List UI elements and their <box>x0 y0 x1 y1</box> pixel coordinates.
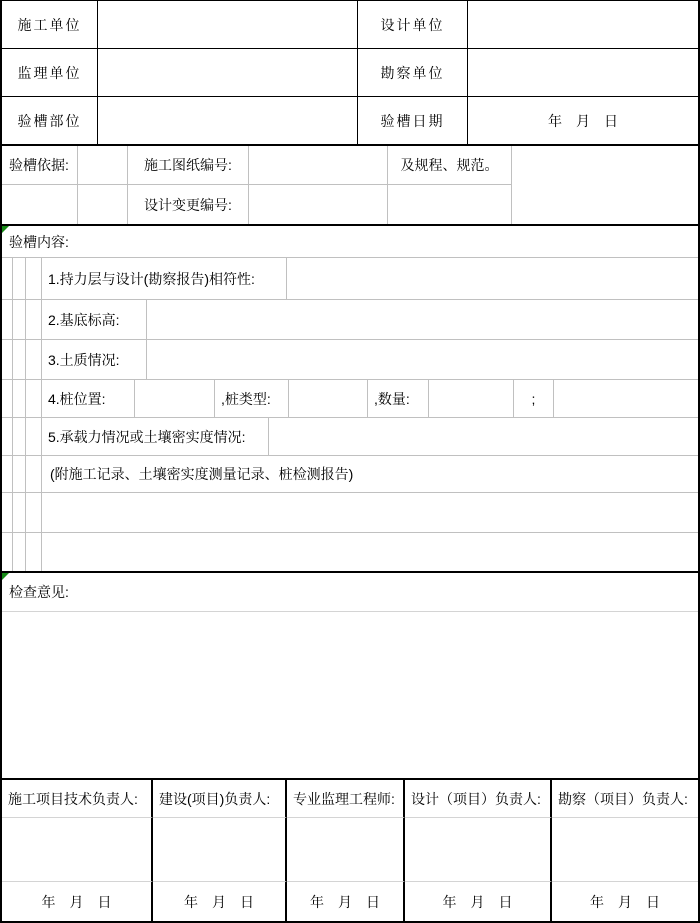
content-title: 验槽内容: <box>2 226 698 258</box>
basis-label: 验槽依据: <box>2 146 78 185</box>
grid-spacer <box>13 340 26 379</box>
survey-lead-signature[interactable] <box>552 818 698 881</box>
grid-spacer <box>13 300 26 339</box>
grid-spacer <box>26 380 42 417</box>
drawing-no-label: 施工图纸编号: <box>128 146 249 185</box>
grid-spacer <box>2 340 13 379</box>
basis-blank-2[interactable] <box>2 185 78 224</box>
change-no-label: 设计变更编号: <box>128 185 249 224</box>
survey-lead-label: 勘察（项目）负责人: <box>552 780 698 818</box>
survey-unit-value[interactable] <box>468 49 698 97</box>
trench-date-label: 验槽日期 <box>358 97 468 144</box>
grid-spacer <box>2 300 13 339</box>
grid-spacer <box>2 380 13 417</box>
owner-lead-label: 建设(项目)负责人: <box>153 780 287 818</box>
basis-strip <box>2 146 698 226</box>
bearing-layer-value[interactable] <box>287 258 698 299</box>
constructor-tech-lead-signature[interactable] <box>2 818 153 881</box>
bearing-layer-label: 1.持力层与设计(勘察报告)相符性: <box>42 258 287 299</box>
supervising-engineer-signature[interactable] <box>287 818 405 881</box>
grid-spacer <box>13 380 26 417</box>
drawing-no-value[interactable] <box>249 146 388 185</box>
content-row-blank-2 <box>2 533 698 571</box>
pile-count-value[interactable] <box>429 380 514 417</box>
content-row-4 <box>2 380 698 418</box>
grid-spacer <box>2 493 13 532</box>
pile-position-value[interactable] <box>135 380 215 417</box>
opinion-blank-area[interactable] <box>2 612 698 778</box>
supervising-engineer-label: 专业监理工程师: <box>287 780 405 818</box>
grid-spacer <box>26 493 42 532</box>
row4-trailing-blank[interactable] <box>554 380 698 417</box>
grid-spacer <box>13 493 26 532</box>
owner-lead-signature[interactable] <box>153 818 287 881</box>
pile-count-label: ,数量: <box>368 380 429 417</box>
content-row-3 <box>2 340 698 380</box>
soil-condition-label: 3.土质情况: <box>42 340 147 379</box>
trench-location-label: 验槽部位 <box>2 97 98 144</box>
design-lead-signature[interactable] <box>405 818 552 881</box>
content-row-2 <box>2 300 698 340</box>
content-row-note <box>2 456 698 493</box>
semicolon-label: ; <box>514 380 554 417</box>
unit-header-table <box>2 0 698 146</box>
grid-spacer <box>26 258 42 299</box>
constructor-tech-lead-date[interactable]: 年 月 日 <box>2 881 153 921</box>
cell-error-indicator-icon <box>2 226 9 233</box>
bearing-capacity-label: 5.承载力情况或土壤密实度情况: <box>42 418 269 455</box>
bearing-capacity-value[interactable] <box>269 418 698 455</box>
design-lead-label: 设计（项目）负责人: <box>405 780 552 818</box>
grid-spacer <box>2 456 13 492</box>
attachment-note-label: (附施工记录、土壤密实度测量记录、桩检测报告) <box>50 466 354 482</box>
supervision-unit-label: 监理单位 <box>2 49 98 97</box>
construction-unit-label: 施工单位 <box>2 1 98 49</box>
grid-spacer <box>13 258 26 299</box>
design-unit-label: 设计单位 <box>358 1 468 49</box>
content-section <box>2 226 698 573</box>
opinion-section <box>2 573 698 780</box>
trench-date-value[interactable]: 年 月 日 <box>548 112 618 129</box>
basis-merged-blank[interactable] <box>512 146 698 224</box>
codes-suffix-label: 及规程、规范。 <box>388 146 512 185</box>
survey-lead-date[interactable]: 年 月 日 <box>552 881 698 921</box>
grid-spacer <box>13 456 26 492</box>
content-blank-cell[interactable] <box>42 533 698 571</box>
trench-location-value[interactable] <box>98 97 358 144</box>
grid-spacer <box>13 418 26 455</box>
opinion-title: 检查意见: <box>2 573 698 612</box>
pile-type-label: ,桩类型: <box>215 380 289 417</box>
supervising-engineer-date[interactable]: 年 月 日 <box>287 881 405 921</box>
basis-blank-1[interactable] <box>78 146 128 185</box>
signature-section <box>2 780 698 923</box>
owner-lead-date[interactable]: 年 月 日 <box>153 881 287 921</box>
base-elevation-value[interactable] <box>147 300 698 339</box>
grid-spacer <box>26 533 42 571</box>
grid-spacer <box>2 258 13 299</box>
grid-spacer <box>13 533 26 571</box>
design-unit-value[interactable] <box>468 1 698 49</box>
cell-error-indicator-icon <box>2 573 9 580</box>
supervision-unit-value[interactable] <box>98 49 358 97</box>
soil-condition-value[interactable] <box>147 340 698 379</box>
survey-unit-label: 勘察单位 <box>358 49 468 97</box>
construction-unit-value[interactable] <box>98 1 358 49</box>
grid-spacer <box>2 418 13 455</box>
grid-spacer <box>26 456 42 492</box>
content-row-5 <box>2 418 698 456</box>
pile-type-value[interactable] <box>289 380 368 417</box>
change-no-value[interactable] <box>249 185 388 224</box>
grid-spacer <box>26 418 42 455</box>
design-lead-date[interactable]: 年 月 日 <box>405 881 552 921</box>
content-row-blank-1 <box>2 493 698 533</box>
grid-spacer <box>26 300 42 339</box>
content-row-1 <box>2 258 698 300</box>
base-elevation-label: 2.基底标高: <box>42 300 147 339</box>
constructor-tech-lead-label: 施工项目技术负责人: <box>2 780 153 818</box>
basis-blank-4[interactable] <box>388 185 512 224</box>
pile-position-label: 4.桩位置: <box>42 380 135 417</box>
content-blank-cell[interactable] <box>42 493 698 532</box>
grid-spacer <box>26 340 42 379</box>
basis-blank-3[interactable] <box>78 185 128 224</box>
grid-spacer <box>2 533 13 571</box>
